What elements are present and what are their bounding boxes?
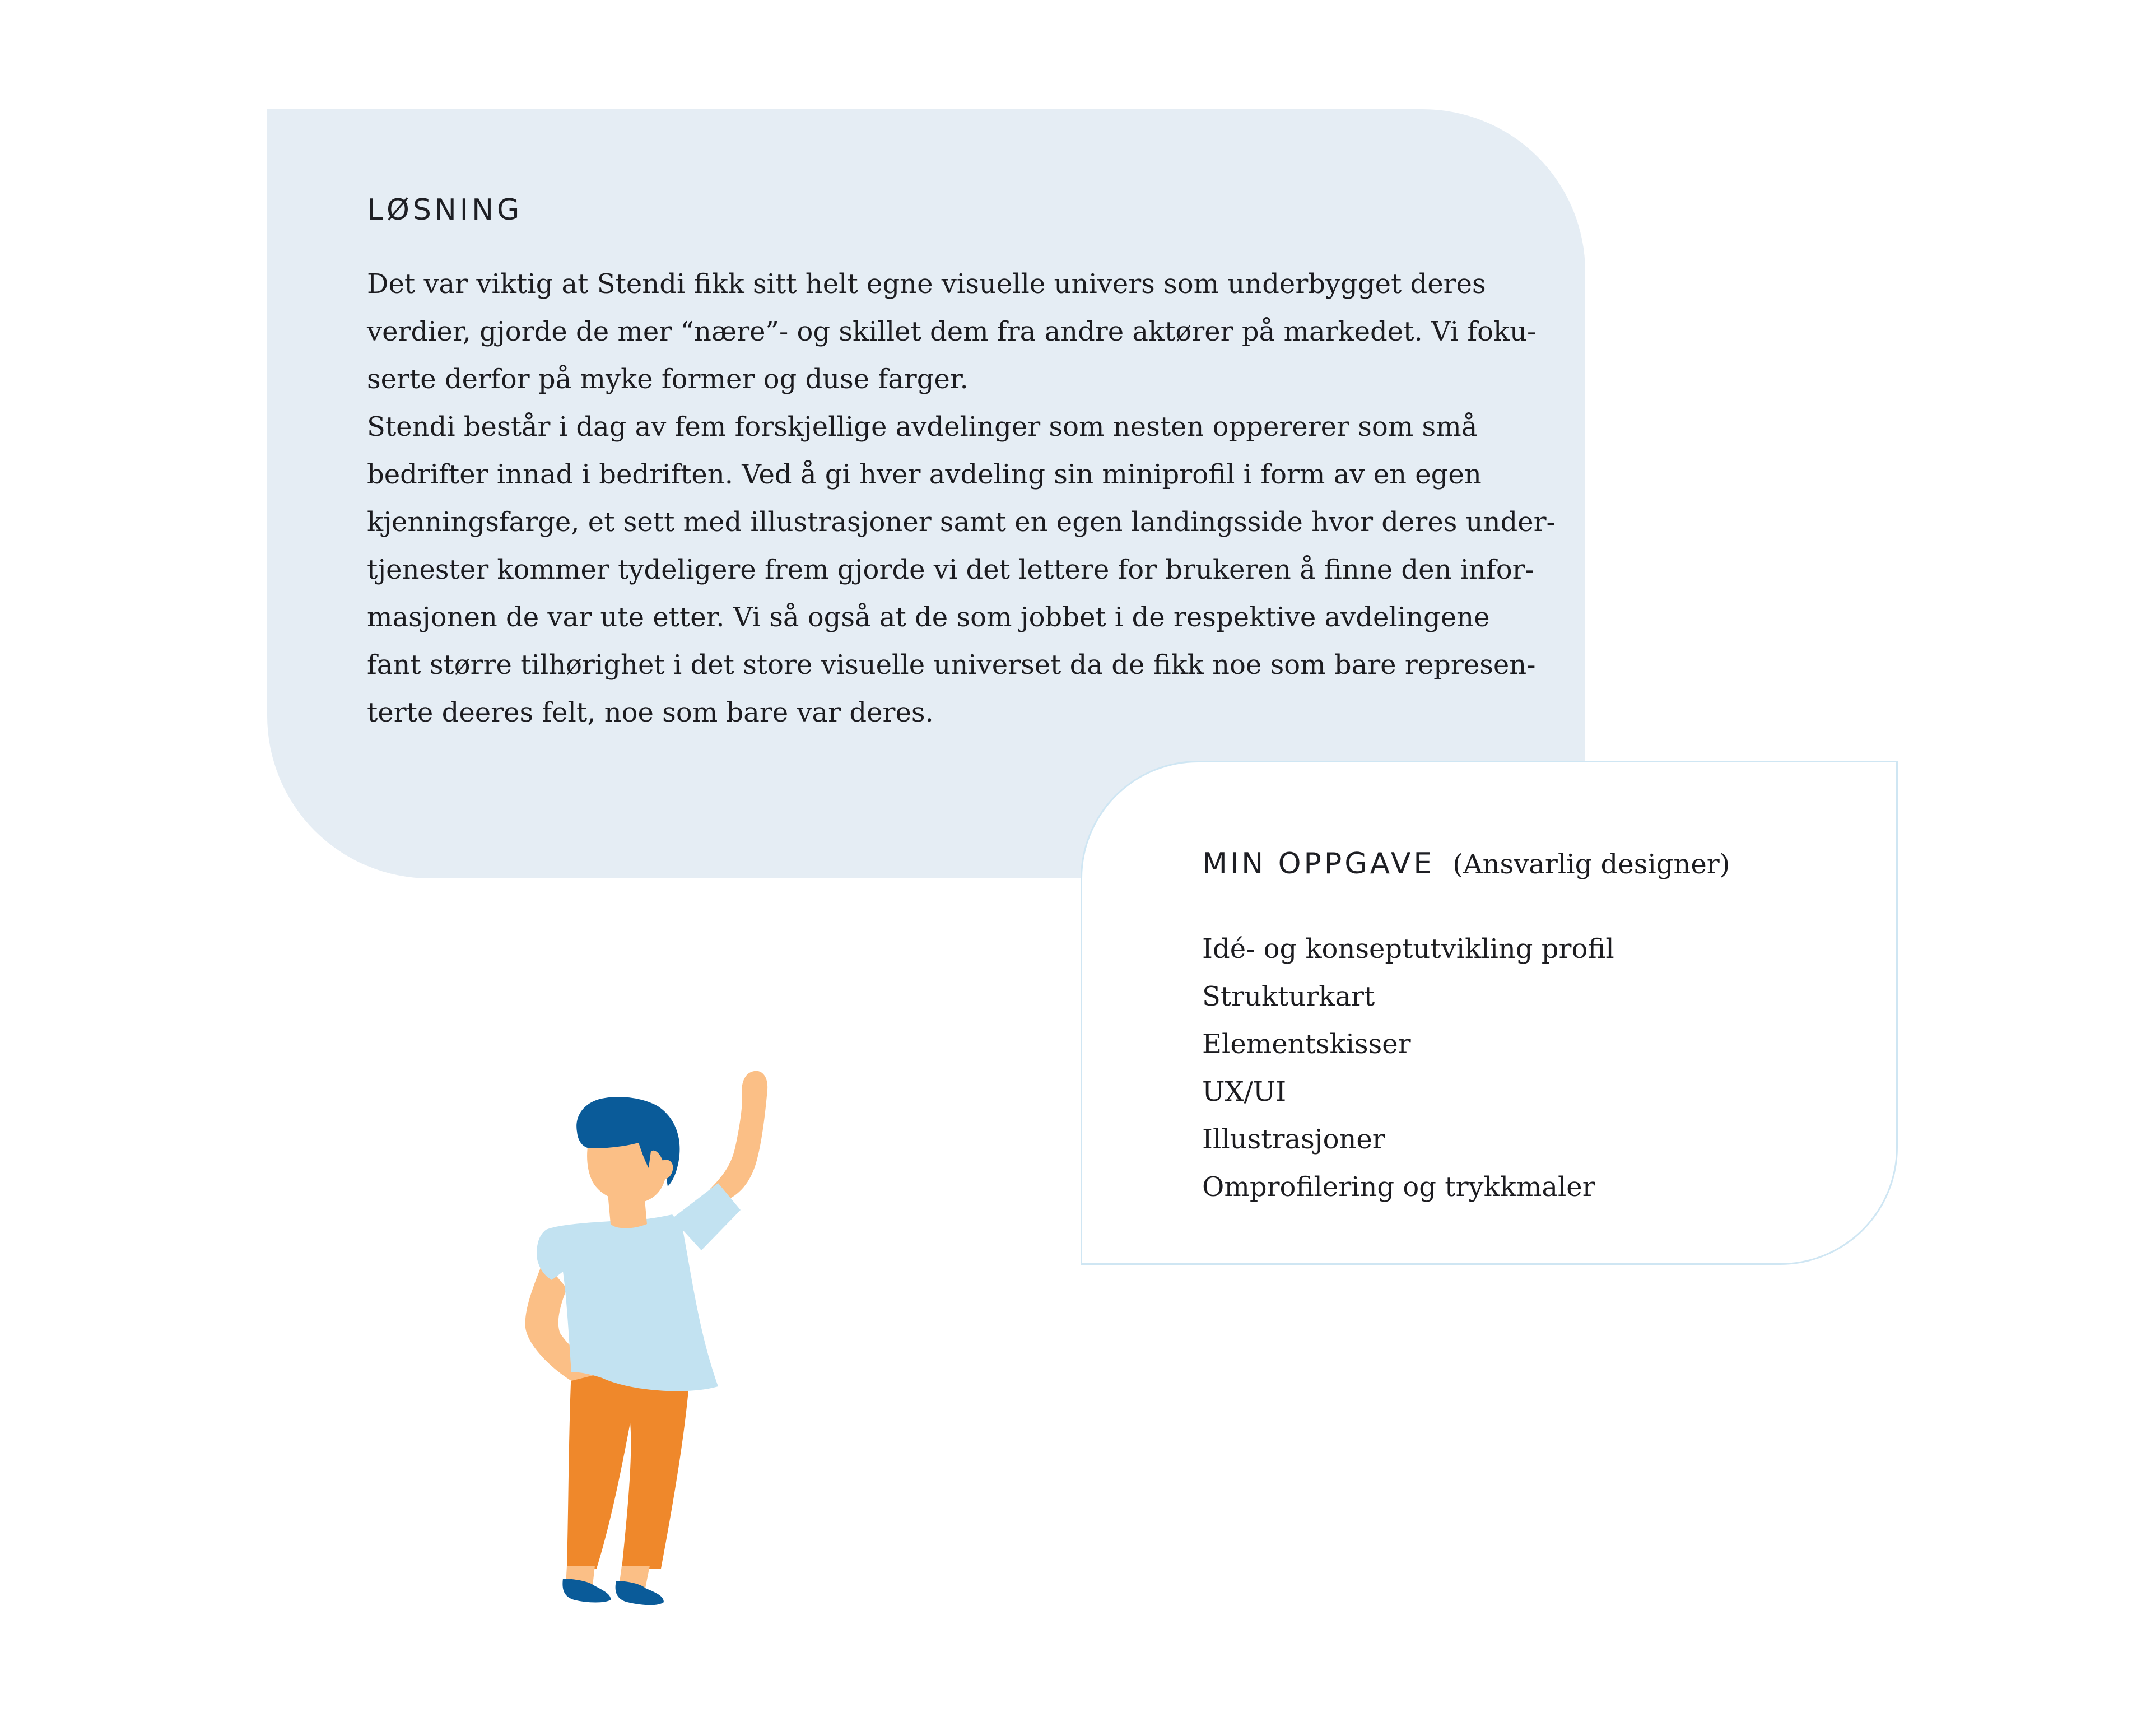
losning-text-line: verdier, gjorde de mer “nære”- og skillet dem fra andre aktører på markedet. Vi foku- — [367, 316, 1537, 347]
oppgave-item: UX/UI — [1202, 1076, 1287, 1107]
losning-text-line: bedrifter innad i bedriften. Ved å gi hver avdeling sin miniprofil i form av en egen — [367, 459, 1482, 490]
boy-pants — [567, 1367, 690, 1569]
oppgave-title: MIN OPPGAVE — [1202, 847, 1435, 881]
oppgave-item: Omprofilering og trykkmaler — [1202, 1171, 1595, 1203]
losning-text-line: Det var viktig at Stendi fikk sitt helt egne visuelle univers som underbygget deres — [367, 268, 1486, 300]
oppgave-item: Elementskisser — [1202, 1028, 1411, 1060]
oppgave-role: (Ansvarlig designer) — [1452, 849, 1730, 880]
losning-text-line: serte derfor på myke former og duse farger. — [367, 364, 969, 395]
oppgave-item: Idé- og konseptutvikling profil — [1202, 933, 1614, 965]
losning-text-line: Stendi består i dag av fem forskjellige avdelinger som nesten oppererer som små — [367, 411, 1478, 443]
oppgave-item: Strukturkart — [1202, 981, 1375, 1012]
losning-text-line: kjenningsfarge, et sett med illustrasjoner samt en egen landingsside hvor deres under- — [367, 506, 1556, 538]
losning-heading: LØSNING — [367, 193, 523, 227]
oppgave-heading — [1202, 847, 1730, 881]
losning-text-line: terte deeres felt, noe som bare var deres. — [367, 697, 934, 728]
losning-text-line: fant større tilhørighet i det store visuelle universet da de fikk noe som bare represen- — [367, 649, 1536, 681]
losning-text-line: masjonen de var ute etter. Vi så også at de som jobbet i de respektive avdelingene — [367, 602, 1490, 633]
losning-text-line: tjenester kommer tydeligere frem gjorde vi det lettere for brukeren å finne den infor- — [367, 554, 1534, 585]
oppgave-list — [1202, 925, 1614, 1211]
boy-shoe-left — [562, 1579, 611, 1603]
waving-boy-illustration — [504, 1064, 784, 1625]
losning-text — [367, 260, 1554, 737]
oppgave-item: Illustrasjoner — [1202, 1124, 1385, 1155]
boy-raised-arm — [710, 1071, 767, 1202]
